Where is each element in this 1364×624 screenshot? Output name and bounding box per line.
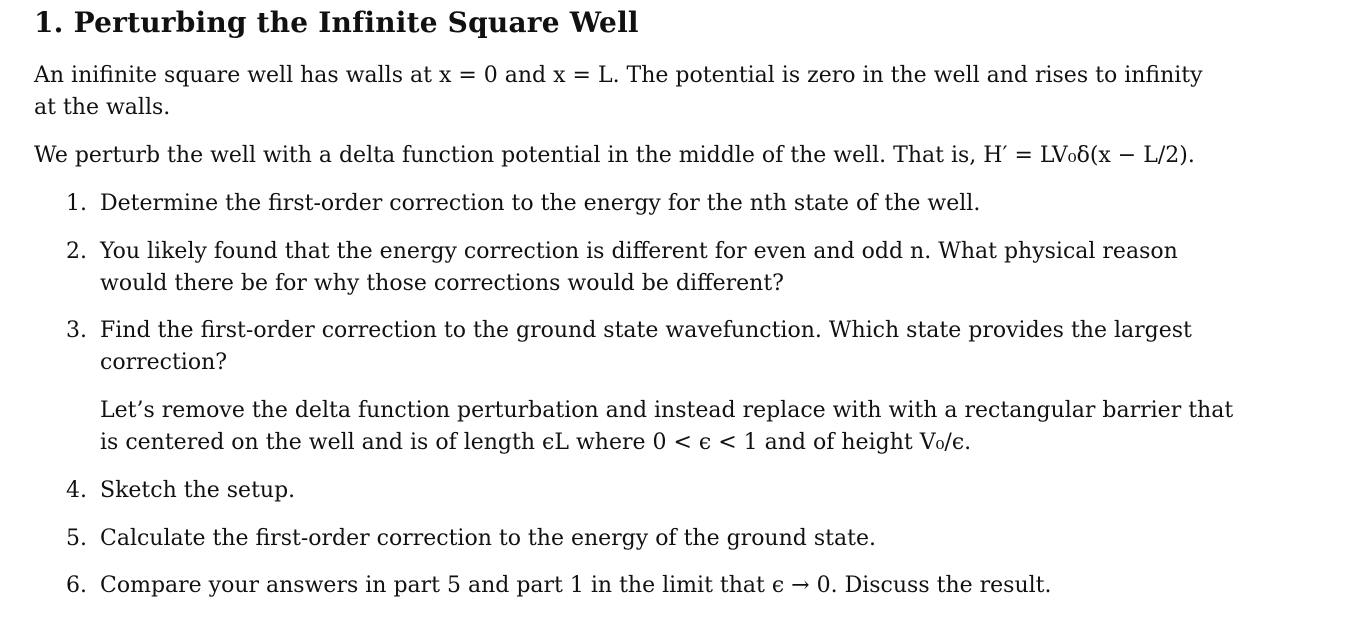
item-number: 4. [66,478,87,503]
item-text: Find the first-order correction to the ground state wavefunction. Which state provides the largest [100,318,1192,343]
barrier-note [100,395,1282,459]
item-text: would there be for why those corrections would be different? [100,271,784,296]
item-number: 3. [66,318,87,343]
item-text: Compare your answers in part 5 and part 1 in the limit that ϵ → 0. Discuss the result. [100,573,1052,598]
section-heading [34,6,639,39]
item-number: 1. [66,191,87,216]
perturbation-text: We perturb the well with a delta function potential in the middle of the well. That is, H′ = LV₀δ(x − L/2). [34,143,1195,168]
section-title: Perturbing the Infinite Square Well [73,6,639,39]
barrier-line-1: Let’s remove the delta function perturbation and instead replace with with a rectangular barrier that [100,398,1234,423]
barrier-line-2: is centered on the well and is of length ϵL where 0 < ϵ < 1 and of height V₀/ϵ. [100,430,972,455]
item-number: 6. [66,573,87,598]
item-number: 2. [66,239,87,264]
perturbation-paragraph [34,140,1284,172]
item-text: You likely found that the energy correction is different for even and odd n. What physical reason [100,239,1178,264]
item-text: Determine the first-order correction to the energy for the nth state of the well. [100,191,981,216]
intro-line-1: An inifinite square well has walls at x = 0 and x = L. The potential is zero in the well and rises to infinity [34,63,1203,88]
item-text: Calculate the first-order correction to the energy of the ground state. [100,526,876,551]
intro-paragraph [34,60,1284,124]
section-number: 1. [34,6,64,39]
item-text: correction? [100,350,228,375]
item-text: Sketch the setup. [100,478,296,503]
intro-line-2: at the walls. [34,95,171,120]
item-number: 5. [66,526,87,551]
